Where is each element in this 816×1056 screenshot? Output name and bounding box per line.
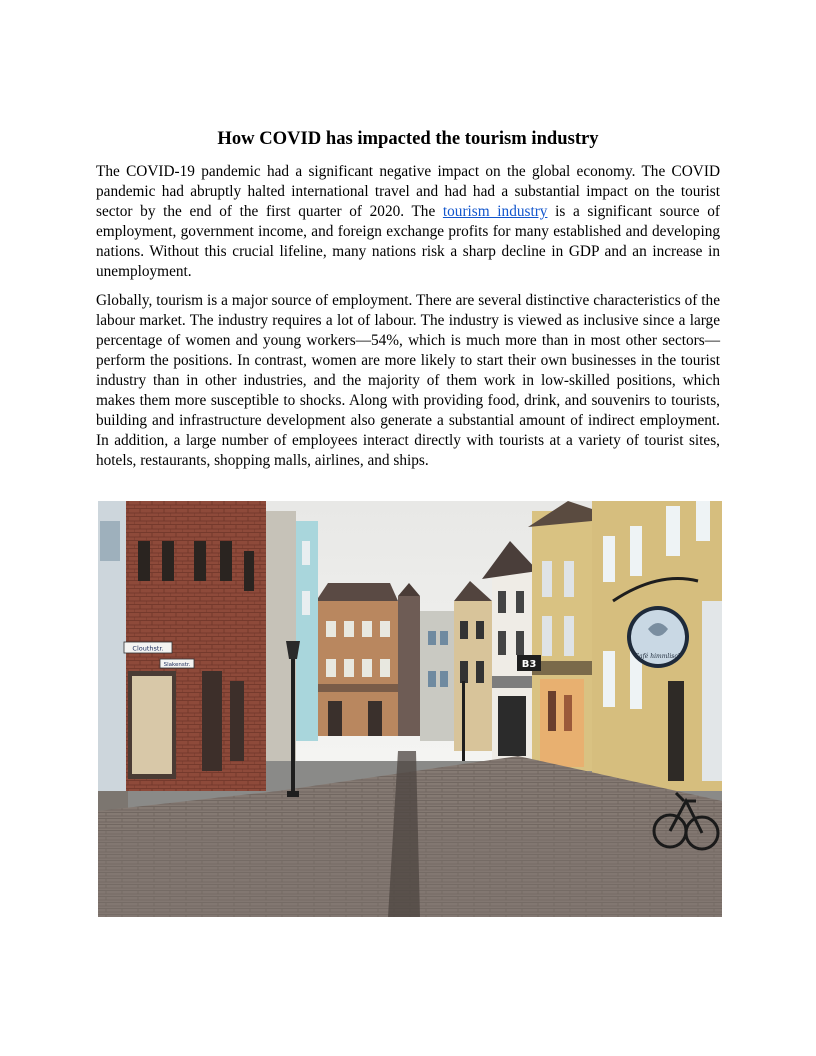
distant-buildings [316,583,420,736]
street-sign-2-label: Slakenstr. [163,662,191,668]
left-buildings [98,501,318,831]
paragraph-1-text-a: The COVID-19 pandemic had a significant negative impact on the global economy. The COVID pandemic had abruptly halted international travel and had had a substantial impact on the tourist sector by the end of the first quarter of 2020. The [96,163,720,220]
tourism-industry-link[interactable]: tourism industry [442,203,548,220]
paragraph-1 [96,162,720,282]
street-sign-1-label: Clouthstr. [132,644,164,653]
shop-number-label: B3 [521,659,537,670]
street-sign-2 [160,659,194,668]
street-photo [98,501,722,917]
street-photo-illustration [98,501,722,917]
street-sign-1 [124,642,172,653]
shop-number-sign [517,655,541,671]
page-title: How COVID has impacted the tourism industry [217,128,599,149]
paragraph-1-text-b: is a significant source of employment, government income, and foreign exchange profits for many established and developing nations. Without this crucial lifeline, many nations risk a sharp decline in GDP and an increase in unemployment. [96,203,720,280]
cafe-sign-label: Café himmlisch [634,653,682,660]
paragraph-2: Globally, tourism is a major source of employment. There are several distinctive characteristics of the labour market. The industry requires a lot of labour. The industry is viewed as inclusive since a large percentage of women and young workers—54%, which is much more than in most other sectors—perform the positions. In contrast, women are more likely to start their own businesses in the tourist industry than in other industries, and the majority of them work in low-skilled positions, which makes them more susceptible to shocks. Along with providing food, drink, and souvenirs to tourists, building and infrastructure development also generate a substantial amount of indirect employment. In addition, a large number of employees interact directly with tourists at a variety of tourist sites, hotels, restaurants, shopping malls, airlines, and ships. [96,292,720,469]
